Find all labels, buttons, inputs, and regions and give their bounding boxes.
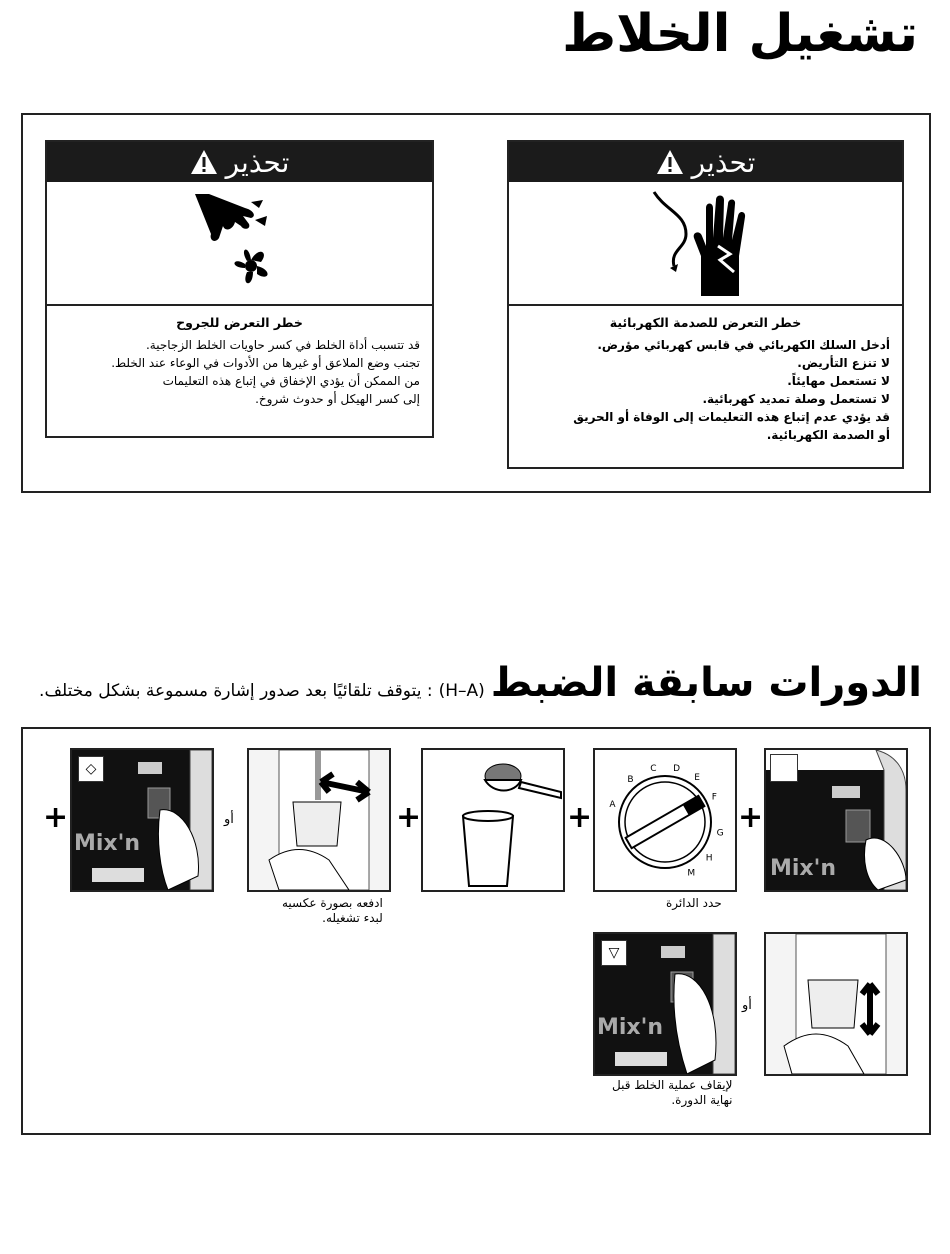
stop-button-image [593, 932, 737, 1076]
warning-banner-label: تحذير [225, 145, 290, 179]
warning-line: أو الصدمة الكهربائية. [766, 428, 890, 442]
svg-text:Mix'n: Mix'n [770, 856, 837, 881]
electric-shock-hand-icon [509, 182, 902, 306]
warning-banner-label: تحذير [691, 145, 756, 179]
stop-caption-line: نهاية الدورة. [671, 1093, 733, 1107]
dial-letter-D: D [673, 764, 681, 775]
page-title: تشغيل الخلاط [562, 4, 918, 64]
electric-shock-warning [507, 140, 904, 469]
power-symbol-box [770, 754, 798, 782]
warning-line: لا تستعمل مهايئاً. [787, 374, 890, 388]
warning-triangle-icon [190, 149, 218, 175]
start-button-image [70, 748, 214, 892]
or-label: أو [224, 812, 234, 827]
dial-letter-G: G [716, 828, 724, 839]
blade-laceration-hand-icon [47, 182, 432, 306]
cycles-subtitle: : يتوقف تلقائيًا بعد صدور إشارة مسموعة بشكل مختلف. [39, 681, 433, 701]
power-on-panel-image [764, 748, 908, 892]
dial-letter-B: B [627, 774, 634, 785]
or-label: أو [742, 998, 752, 1013]
cycles-range: (H–A) [438, 681, 485, 701]
start-symbol-icon: ◇ [78, 756, 104, 782]
warning-line: قد تتسبب أداة الخلط في كسر حاويات الخلط الزجاجية. [145, 338, 420, 352]
warning-line: أدخل السلك الكهربائي في قابس كهربائي مؤرض. [597, 338, 890, 352]
warning-line: تجنب وضع الملاعق أو غيرها من الأدوات في الوعاء عند الخلط. [111, 356, 420, 370]
pull-cup-image [764, 932, 908, 1076]
warning-line: قد يؤدي عدم إتباع هذه التعليمات إلى الوفاة أو الحريق [573, 410, 890, 424]
warning-line: لا تستعمل وصلة تمديد كهربائية. [702, 392, 890, 406]
dial-letter-M: M [687, 868, 696, 879]
cycle-dial [595, 750, 735, 890]
electric-shock-text [509, 306, 902, 452]
push-caption [282, 896, 383, 926]
push-caption-line: لبدء تشغيله. [322, 911, 383, 925]
warning-heading: خطر التعرض للجروح [176, 315, 303, 330]
push-cup-image [247, 748, 391, 892]
warning-line: إلى كسر الهيكل أو حدوث شروخ. [255, 392, 420, 406]
add-ingredients-image [421, 748, 565, 892]
dial-letter-A: A [609, 799, 616, 810]
warning-line: لا تنزع التأريض. [797, 356, 890, 370]
dial-letter-E: E [694, 773, 700, 784]
cycle-dial-image [593, 748, 737, 892]
dial-letter-H: H [705, 853, 713, 864]
warning-triangle-icon [656, 149, 684, 175]
stop-symbol-icon: ▽ [601, 940, 627, 966]
laceration-text [47, 306, 432, 416]
laceration-warning [45, 140, 434, 438]
dial-letter-F: F [711, 792, 717, 803]
svg-text:Mix'n: Mix'n [74, 831, 141, 856]
stop-caption [612, 1078, 732, 1108]
cycles-title: الدورات سابقة الضبط [490, 660, 922, 706]
warning-line: من الممكن أن يؤدي الإخفاق في إتباع هذه التعليمات [162, 374, 420, 388]
cycles-heading [39, 660, 922, 706]
svg-text:Mix'n: Mix'n [597, 1015, 664, 1040]
warning-banner [47, 142, 432, 182]
stop-caption-line: لإيقاف عملية الخلط قبل [612, 1078, 733, 1092]
warning-heading: خطر التعرض للصدمة الكهربائية [609, 315, 802, 330]
warning-banner [509, 142, 902, 182]
dial-letter-C: C [650, 764, 657, 775]
plus-sign: + [396, 800, 422, 835]
select-circle-caption: حدد الدائرة [666, 896, 722, 910]
push-caption-line: ادفعه بصورة عكسيه [282, 896, 383, 910]
plus-sign: + [738, 800, 764, 835]
plus-sign: + [43, 800, 69, 835]
plus-sign: + [567, 800, 593, 835]
